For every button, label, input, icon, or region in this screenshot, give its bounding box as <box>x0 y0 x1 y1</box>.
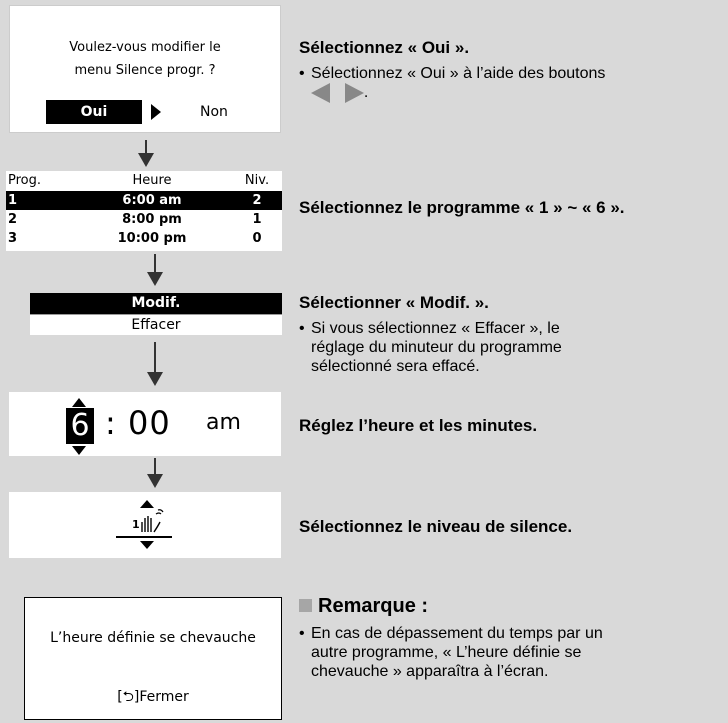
step-1-text-line: Sélectionnez « Oui » à l’aide des boutons <box>311 65 606 82</box>
yes-option[interactable]: Oui <box>46 100 142 124</box>
bullet: • <box>299 65 305 82</box>
square-bullet-icon <box>299 599 312 612</box>
increment-icon[interactable] <box>140 500 154 508</box>
down-arrow-icon <box>136 140 156 167</box>
row-level: 1 <box>252 212 262 227</box>
step-1 <box>299 38 724 103</box>
note-section <box>299 595 724 681</box>
step-1-title: Sélectionnez « Oui ». <box>299 38 470 57</box>
time-setting-screen <box>9 392 281 456</box>
hour-value[interactable]: 6 <box>66 408 94 444</box>
header-level: Niv. <box>232 171 282 191</box>
decrement-icon[interactable] <box>140 541 154 549</box>
row-level: 0 <box>252 231 262 246</box>
step-1-text-end: . <box>363 84 369 102</box>
note-title: Remarque : <box>318 595 429 617</box>
header-prog: Prog. <box>6 171 72 191</box>
question-line-2: menu Silence progr. ? <box>74 63 216 78</box>
note-line-3: chevauche » apparaîtra à l’écran. <box>311 663 549 680</box>
minutes-value: : 00 <box>105 404 171 442</box>
step-3-line-1: Si vous sélectionnez « Effacer », le <box>311 320 560 337</box>
step-3-line-3: sélectionné sera effacé. <box>311 358 480 375</box>
row-prog: 2 <box>8 212 18 227</box>
row-level: 2 <box>232 191 282 210</box>
confirm-question <box>10 36 280 82</box>
left-button-icon <box>311 83 330 103</box>
program-table <box>6 171 282 248</box>
no-option[interactable]: Non <box>200 104 228 120</box>
step-1-text <box>299 64 724 103</box>
right-button-icon <box>345 83 364 103</box>
row-time: 10:00 pm <box>117 231 187 246</box>
note-line-2: autre programme, « L’heure définie se <box>311 644 582 661</box>
down-arrow-icon <box>145 458 165 488</box>
ampm-value: am <box>206 410 241 435</box>
decrement-icon[interactable] <box>72 446 86 455</box>
bullet: • <box>299 320 305 337</box>
note-text <box>299 624 724 681</box>
row-prog: 3 <box>8 231 18 246</box>
header-time: Heure <box>72 171 232 191</box>
table-header <box>6 171 282 191</box>
overlap-message: L’heure définie se chevauche <box>50 630 256 646</box>
row-prog: 1 <box>6 191 72 210</box>
step-3-text-body <box>311 319 562 376</box>
step-5-title: Sélectionnez le niveau de silence. <box>299 517 573 536</box>
step-3 <box>299 293 724 376</box>
delete-option[interactable]: Effacer <box>30 314 282 335</box>
level-value: 1 <box>132 518 140 531</box>
level-underline <box>116 536 172 538</box>
note-line-1: En cas de dépassement du temps par un <box>311 625 603 642</box>
confirm-dialog-screen <box>9 5 281 133</box>
question-line-1: Voulez-vous modifier le <box>69 40 221 55</box>
increment-icon[interactable] <box>72 398 86 407</box>
close-button[interactable]: [⮌]Fermer <box>117 689 189 705</box>
row-time: 8:00 pm <box>122 212 182 227</box>
down-arrow-icon <box>145 254 165 286</box>
down-arrow-icon <box>145 342 165 386</box>
edit-menu-screen <box>30 293 282 337</box>
table-row[interactable] <box>6 229 282 248</box>
program-list-screen <box>6 171 282 251</box>
cursor-arrow-icon <box>151 104 161 120</box>
table-row[interactable] <box>6 210 282 229</box>
step-1-text-body <box>311 64 605 103</box>
level-setting-screen <box>9 492 281 558</box>
modify-option[interactable]: Modif. <box>30 293 282 314</box>
step-4-title: Réglez l’heure et les minutes. <box>299 416 538 435</box>
step-3-line-2: réglage du minuteur du programme <box>311 339 562 356</box>
bullet: • <box>299 625 305 642</box>
step-3-text <box>299 319 724 376</box>
step-3-title: Sélectionner « Modif. ». <box>299 293 489 312</box>
step-2-title: Sélectionnez le programme « 1 » ~ « 6 ». <box>299 198 625 217</box>
overlap-warning-screen <box>24 597 282 720</box>
table-row[interactable] <box>6 191 282 210</box>
row-time: 6:00 am <box>72 191 232 210</box>
note-text-body <box>311 624 603 681</box>
note-heading <box>299 595 724 618</box>
